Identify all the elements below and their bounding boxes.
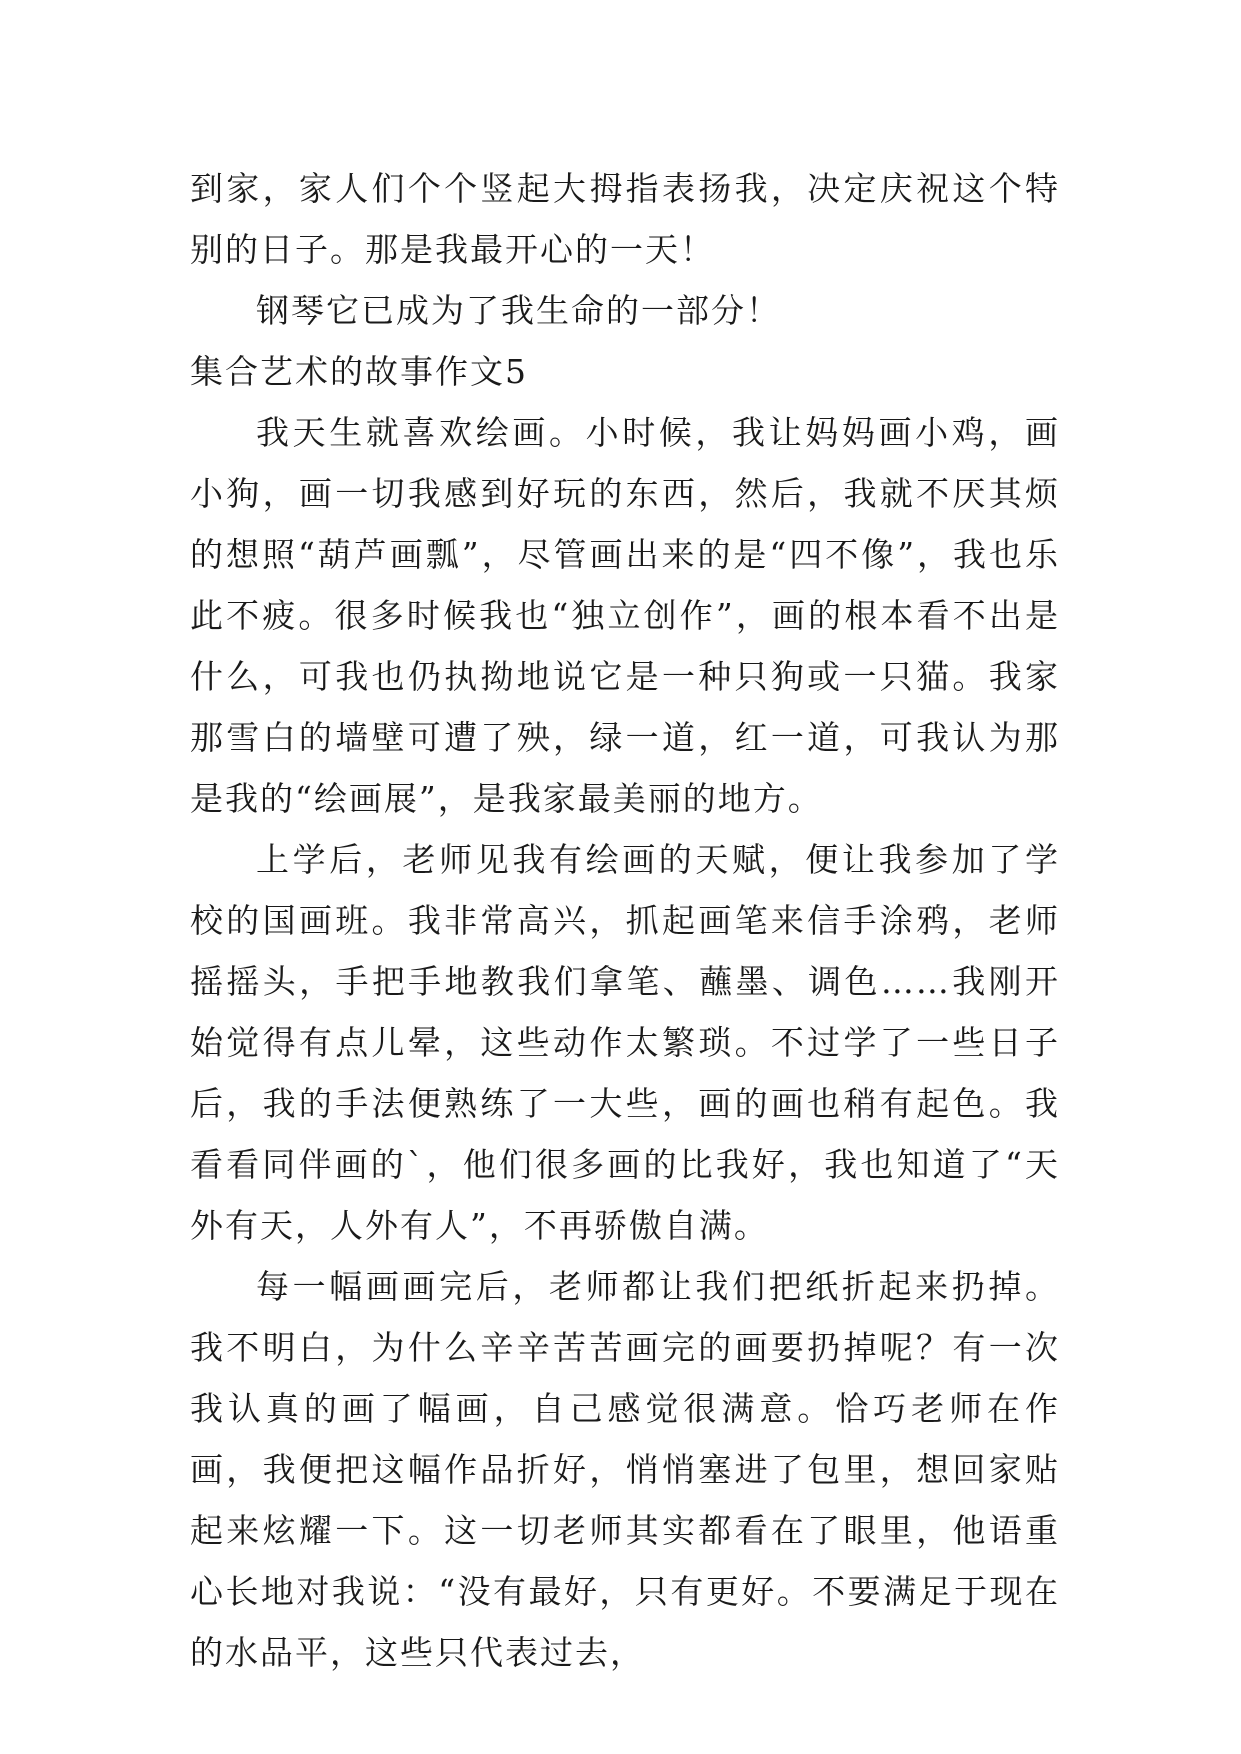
essay-heading: 集合艺术的故事作文5	[190, 352, 528, 391]
paragraph-childhood-drawing: 我天生就喜欢绘画。小时候，我让妈妈画小鸡，画小狗，画一切我感到好玩的东西，然后，我就不厌其烦的想照“葫芦画瓢”，尽管画出来的是“四不像”，我也乐此不疲。很多时候我也“独立创作”，画的根本看不出是什么，可我也仍执拗地说它是一种只狗或一只猫。我家那雪白的墙壁可遭了殃，绿一道，红一道，可我认为那是我的“绘画展”，是我家最美丽的地方。	[190, 413, 1060, 818]
paragraph-celebration: 到家，家人们个个竖起大拇指表扬我，决定庆祝这个特别的日子。那是我最开心的一天！	[190, 169, 1060, 269]
document-body	[190, 158, 1060, 1683]
paragraph-piano: 钢琴它已成为了我生命的一部分！	[256, 291, 781, 330]
paragraph-teacher-lesson: 每一幅画画完后，老师都让我们把纸折起来扔掉。我不明白，为什么辛辛苦苦画完的画要扔掉呢？有一次我认真的画了幅画，自己感觉很满意。恰巧老师在作画，我便把这幅作品折好，悄悄塞进了包里，想回家贴起来炫耀一下。这一切老师其实都看在了眼里，他语重心长地对我说：“没有最好，只有更好。不要满足于现在的水品平，这些只代表过去，	[190, 1267, 1060, 1672]
paragraph-painting-class: 上学后，老师见我有绘画的天赋，便让我参加了学校的国画班。我非常高兴，抓起画笔来信手涂鸦，老师摇摇头，手把手地教我们拿笔、蘸墨、调色……我刚开始觉得有点儿晕，这些动作太繁琐。不过学了一些日子后，我的手法便熟练了一大些，画的画也稍有起色。我看看同伴画的`，他们很多画的比我好，我也知道了“天外有天，人外有人”，不再骄傲自满。	[190, 840, 1060, 1245]
